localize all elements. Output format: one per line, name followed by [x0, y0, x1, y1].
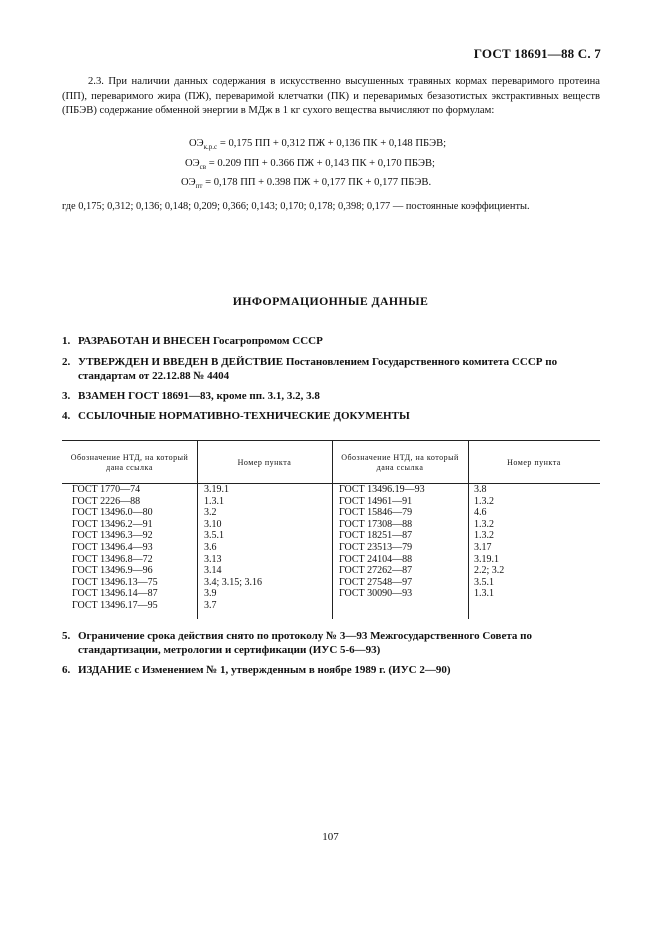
table-cell: ГОСТ 30090—93	[339, 588, 413, 600]
info-item-3: 3. ВЗАМЕН ГОСТ 18691—83, кроме пп. 3.1, 3.2, 3.8	[62, 390, 320, 402]
table-cell: 3.5.1	[204, 530, 224, 542]
info-item-1: 1. РАЗРАБОТАН И ВНЕСЕН Госагропромом СССР	[62, 335, 323, 347]
table-cell: ГОСТ 15846—79	[339, 507, 413, 519]
formula-cattle: $ОЭ_{к.р.с} = 0,175$ ПП + 0,312 ПЖ + 0,136 ПК + 0,148 ПБЭВ;	[189, 138, 447, 151]
formula-subscript: к.р.с	[203, 143, 218, 151]
info-item-6: 6. ИЗДАНИЕ с Изменением № 1, утвержденным в ноябре 1989 г. (ИУС 2—90)	[62, 664, 451, 676]
table-cell: 2.2; 3.2	[474, 565, 505, 577]
table-cell: 3.6	[204, 541, 217, 553]
table-cell: ГОСТ 13496.13—75	[72, 576, 158, 588]
table-cell: ГОСТ 13496.19—93	[339, 484, 425, 495]
table-column-clauses-right	[474, 484, 504, 600]
table-cell: 3.14	[204, 565, 222, 577]
table-header-designation-right: Обозначение НТД, на который дана ссылка	[341, 453, 459, 472]
page-number: 107	[322, 831, 339, 843]
table-cell: 4.6	[474, 507, 487, 519]
table-cell: ГОСТ 13496.4—93	[72, 541, 153, 553]
table-cell: 1.3.1	[474, 588, 494, 600]
table-cell: 3.5.1	[474, 576, 494, 588]
table-cell: ГОСТ 13496.2—91	[72, 518, 153, 530]
info-item-2: 2. УТВЕРЖДЕН И ВВЕДЕН В ДЕЙСТВИЕ Постановлением Государственного комитета СССР по стандартам от 22.12.88 № 4404	[62, 356, 558, 382]
table-cell: ГОСТ 18251—87	[339, 530, 413, 542]
clause-2-3-text: 2.3. При наличии данных содержания в искусственно высушенных травяных кормах переваримого протеина (ПП), переваримого жира (ПЖ), переваримой клетчатки (ПК) и переваримых безазотистых экстрактивных веществ (ПБЭВ) содержание обменной энергии в МДж в 1 кг сухого вещества вычисляют по формулам:	[62, 76, 600, 116]
table-cell: ГОСТ 13496.17—95	[72, 599, 158, 611]
table-cell: ГОСТ 27548—97	[339, 576, 413, 588]
coefficients-note: где 0,175; 0,312; 0,136; 0,148; 0,209; 0,366; 0,143; 0,170; 0,178; 0,398; 0,177 — постоянные коэффициенты.	[62, 201, 530, 212]
table-cell: 1.3.2	[474, 518, 494, 530]
table-header-clause-right: Номер пункта	[507, 458, 561, 467]
references-table	[62, 440, 600, 619]
table-cell: 3.17	[474, 541, 492, 553]
table-cell: ГОСТ 13496.9—96	[72, 565, 153, 577]
table-cell: ГОСТ 23513—79	[339, 541, 413, 553]
formula-subscript: пт	[195, 182, 203, 190]
table-cell: 1.3.1	[204, 495, 224, 507]
table-cell: ГОСТ 17308—88	[339, 518, 413, 530]
table-cell: ГОСТ 13496.14—87	[72, 588, 158, 600]
table-cell: ГОСТ 2226—88	[72, 495, 141, 507]
table-cell: 3.19.1	[474, 553, 499, 565]
formula-subscript: св	[199, 162, 207, 171]
table-cell: 3.9	[204, 588, 217, 600]
table-cell: 3.10	[204, 518, 222, 530]
table-cell: 3.13	[204, 553, 222, 565]
table-cell: 3.19.1	[204, 484, 229, 495]
table-cell: ГОСТ 24104—88	[339, 553, 413, 565]
formula-pigs: $ОЭ_{св} = 0.209$ ПП + 0.366 ПЖ + 0,143 ПК + 0,170 ПБЭВ;	[185, 157, 435, 171]
table-cell: ГОСТ 14961—91	[339, 495, 413, 507]
table-cell: 3.4; 3.15; 3.16	[204, 576, 263, 588]
table-cell: 3.7	[204, 599, 217, 611]
formula-poultry: $ОЭ_{пт} = 0,178$ ПП + 0.398 ПЖ + 0,177 ПК + 0,177 ПБЭВ.	[181, 177, 432, 190]
table-cell: 3.2	[204, 507, 217, 519]
table-column-designations-left	[72, 484, 158, 612]
page-header: ГОСТ 18691—88 С. 7	[473, 46, 601, 61]
table-cell: 3.8	[474, 484, 487, 495]
table-column-clauses-left	[204, 484, 262, 612]
clause-2-3-paragraph	[62, 75, 600, 119]
section-title: ИНФОРМАЦИОННЫЕ ДАННЫЕ	[232, 294, 429, 308]
table-cell: ГОСТ 1770—74	[72, 484, 141, 495]
table-cell: ГОСТ 13496.3—92	[72, 530, 153, 542]
table-cell: 1.3.2	[474, 530, 494, 542]
table-cell: ГОСТ 13496.0—80	[72, 507, 153, 519]
table-cell: ГОСТ 13496.8—72	[72, 553, 153, 565]
table-cell: ГОСТ 27262—87	[339, 565, 413, 577]
info-item-4: 4. ССЫЛОЧНЫЕ НОРМАТИВНО-ТЕХНИЧЕСКИЕ ДОКУМЕНТЫ	[62, 410, 410, 422]
table-header-clause-left: Номер пункта	[237, 458, 292, 467]
info-item-5: 5. Ограничение срока действия снято по протоколу № 3—93 Межгосударственного Совета по стандартизации, метрологии и сертификации (ИУС 5-6—93)	[62, 630, 532, 656]
table-column-designations-right	[339, 484, 425, 600]
table-cell: 1.3.2	[474, 495, 494, 507]
table-header-designation-left: Обозначение НТД, на который дана ссылка	[70, 453, 189, 472]
